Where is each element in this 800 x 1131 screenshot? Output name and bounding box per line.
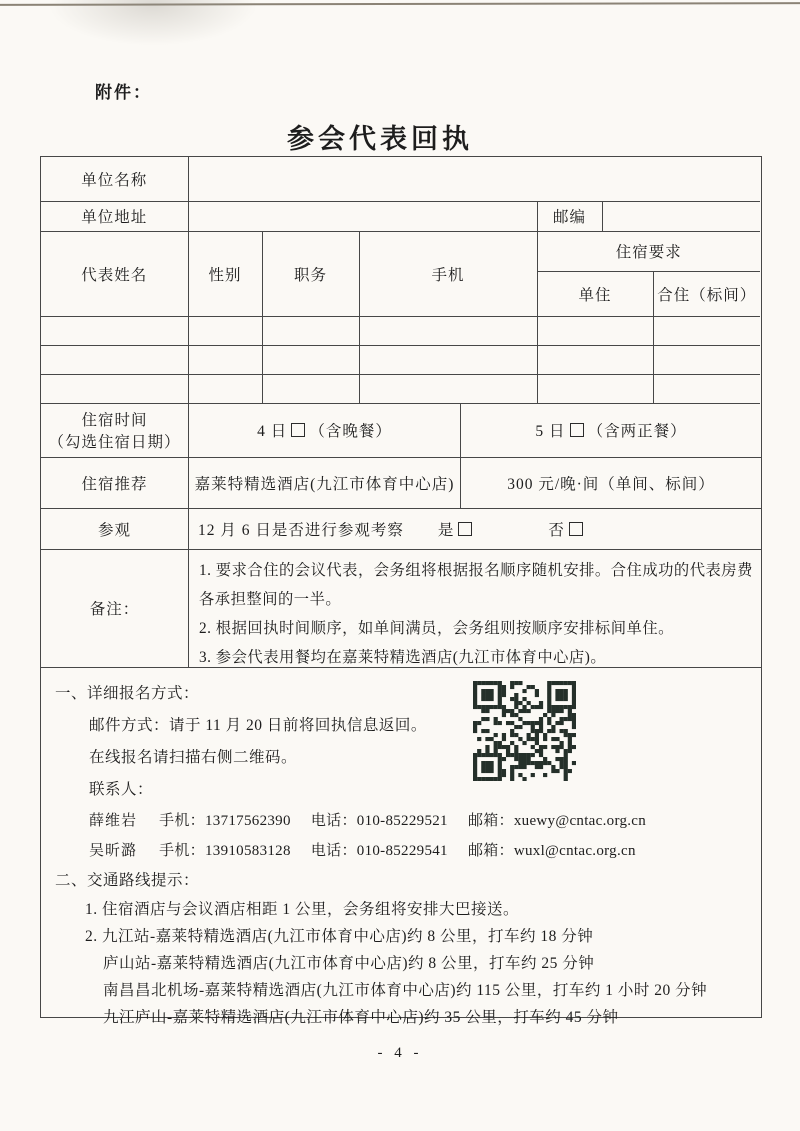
empty-cell	[359, 316, 537, 345]
remarks-label	[41, 550, 189, 667]
unit-name-value-cell	[188, 157, 760, 201]
mobile-value: 13910583128	[204, 842, 291, 859]
table-header-row	[41, 231, 760, 271]
remarks-item-1: 1. 要求合住的会议代表，会务组将根据报名顺序随机安排。合住成功的代表房费各承担整间的一半。	[199, 561, 753, 608]
stay-time-row	[41, 404, 761, 458]
empty-cell	[41, 345, 188, 374]
online-registration-line: 在线报名请扫描右侧二维码。	[89, 748, 298, 766]
visit-question: 12 月 6 日是否进行参观考察	[198, 521, 404, 539]
mobile-value: 13717562390	[204, 812, 291, 829]
mobile-label: 手机：	[159, 842, 205, 859]
empty-cell	[188, 345, 262, 374]
day4-meal-note: （含晚餐）	[309, 423, 392, 440]
table-row-unit-name	[41, 157, 760, 201]
header-gender: 性别	[188, 231, 262, 316]
contact-row-1	[41, 806, 761, 836]
checkbox-day5	[570, 423, 584, 437]
postal-code-value-cell	[602, 201, 760, 231]
table-row-empty-2	[41, 345, 760, 374]
stay-option-day5	[461, 404, 761, 457]
header-mobile: 手机	[359, 231, 537, 316]
table-row-empty-1	[41, 316, 760, 345]
day4-text: 4 日	[257, 423, 288, 440]
visit-label	[41, 509, 189, 549]
remarks-content	[189, 550, 761, 667]
registration-form-box	[40, 156, 762, 1026]
email-value: xuewy@cntac.org.cn	[513, 812, 647, 829]
registration-method-heading: 一、详细报名方式：	[55, 684, 200, 702]
unit-name-label: 单位名称	[41, 157, 188, 201]
header-name: 代表姓名	[41, 231, 188, 316]
header-single-room: 单住	[537, 271, 653, 316]
remarks-item-2: 2. 根据回执时间顺序，如单间满员，会务组则按顺序安排标间单住。	[199, 619, 674, 637]
contact-mobile	[159, 813, 291, 829]
contact-mobile	[159, 843, 291, 859]
contact-name: 薛维岩	[89, 812, 138, 829]
empty-cell	[537, 345, 653, 374]
contact-email	[468, 843, 636, 859]
header-shared-room: 合住（标间）	[653, 271, 760, 316]
checkbox-visit-yes	[458, 522, 472, 536]
empty-cell	[262, 316, 359, 345]
email-value: wuxl@cntac.org.cn	[513, 842, 636, 859]
registration-table	[41, 157, 760, 404]
empty-cell	[359, 345, 537, 374]
email-label: 邮箱：	[467, 812, 514, 829]
hotel-label-text: 住宿推荐	[81, 475, 148, 493]
visit-row	[41, 509, 761, 550]
contact-phone	[311, 843, 448, 859]
stay-time-label	[41, 404, 189, 457]
empty-cell	[262, 345, 359, 374]
contact-person-line: 联系人：	[89, 780, 154, 798]
remarks-label-text: 备注：	[89, 601, 140, 618]
contact-name: 吴昕潞	[89, 842, 138, 859]
visit-yes-label: 是	[437, 521, 455, 539]
remarks-item-3: 3. 参会代表用餐均在嘉莱特精选酒店(九江市体育中心店)。	[199, 648, 607, 666]
visit-label-text: 参观	[97, 521, 131, 539]
contact-row-2	[41, 836, 761, 866]
phone-value: 010-85229521	[356, 812, 448, 829]
transport-line-2: 2. 九江站-嘉莱特精选酒店(九江市体育中心店)约 8 公里，打车约 18 分钟	[85, 927, 594, 945]
empty-cell	[653, 345, 760, 374]
visit-content	[189, 509, 761, 549]
empty-cell	[537, 316, 653, 345]
postal-code-label: 邮编	[537, 201, 602, 231]
page-title: 参会代表回执	[287, 124, 473, 154]
empty-cell	[188, 374, 262, 403]
hotel-name: 嘉莱特精选酒店(九江市体育中心店)	[189, 458, 461, 508]
email-label: 邮箱：	[467, 842, 514, 859]
unit-address-value-cell	[188, 201, 537, 231]
notes-section	[41, 668, 761, 1026]
page-number: - 4 -	[377, 1045, 423, 1061]
stay-time-label-line1: 住宿时间	[81, 412, 148, 429]
contact-phone	[311, 813, 448, 829]
checkbox-day4	[291, 423, 305, 437]
phone-label: 电话：	[310, 812, 357, 829]
qr-code	[473, 681, 576, 781]
transport-heading: 二、交通路线提示：	[55, 871, 200, 889]
remarks-row	[41, 550, 761, 668]
attachment-label: 附件：	[95, 83, 152, 102]
unit-address-label: 单位地址	[41, 201, 188, 231]
mobile-label: 手机：	[159, 812, 205, 829]
transport-line-4: 南昌昌北机场-嘉莱特精选酒店(九江市体育中心店)约 115 公里，打车约 1 小时 20 分钟	[103, 981, 708, 999]
transport-line-5: 九江庐山-嘉莱特精选酒店(九江市体育中心店)约 35 公里，打车约 45 分钟	[103, 1008, 619, 1026]
empty-cell	[188, 316, 262, 345]
empty-cell	[41, 316, 188, 345]
transport-line-3: 庐山站-嘉莱特精选酒店(九江市体育中心店)约 8 公里，打车约 25 分钟	[103, 954, 595, 972]
phone-label: 电话：	[310, 842, 357, 859]
stay-time-label-line2: （勾选住宿日期）	[48, 434, 181, 451]
transport-line-1: 1. 住宿酒店与会议酒店相距 1 公里，会务组将安排大巴接送。	[85, 900, 520, 918]
day5-text: 5 日	[535, 423, 566, 440]
empty-cell	[359, 374, 537, 403]
email-method-line: 邮件方式：请于 11 月 20 日前将回执信息返回。	[89, 716, 427, 734]
hotel-row	[41, 458, 761, 509]
empty-cell	[41, 374, 188, 403]
empty-cell	[653, 374, 760, 403]
empty-cell	[262, 374, 359, 403]
empty-cell	[653, 316, 760, 345]
empty-cell	[537, 374, 653, 403]
header-position: 职务	[262, 231, 359, 316]
table-row-empty-3	[41, 374, 760, 403]
hotel-price: 300 元/晚·间（单间、标间）	[507, 475, 715, 493]
checkbox-visit-no	[569, 522, 583, 536]
scan-shadow-artifact	[48, 0, 258, 46]
hotel-label	[41, 458, 189, 508]
stay-option-day4	[189, 404, 461, 457]
phone-value: 010-85229541	[356, 842, 448, 859]
contact-email	[468, 813, 646, 829]
visit-no-label: 否	[548, 521, 565, 539]
table-row-unit-address	[41, 201, 760, 231]
day5-meal-note: （含两正餐）	[587, 423, 687, 440]
header-accommodation: 住宿要求	[537, 231, 760, 271]
